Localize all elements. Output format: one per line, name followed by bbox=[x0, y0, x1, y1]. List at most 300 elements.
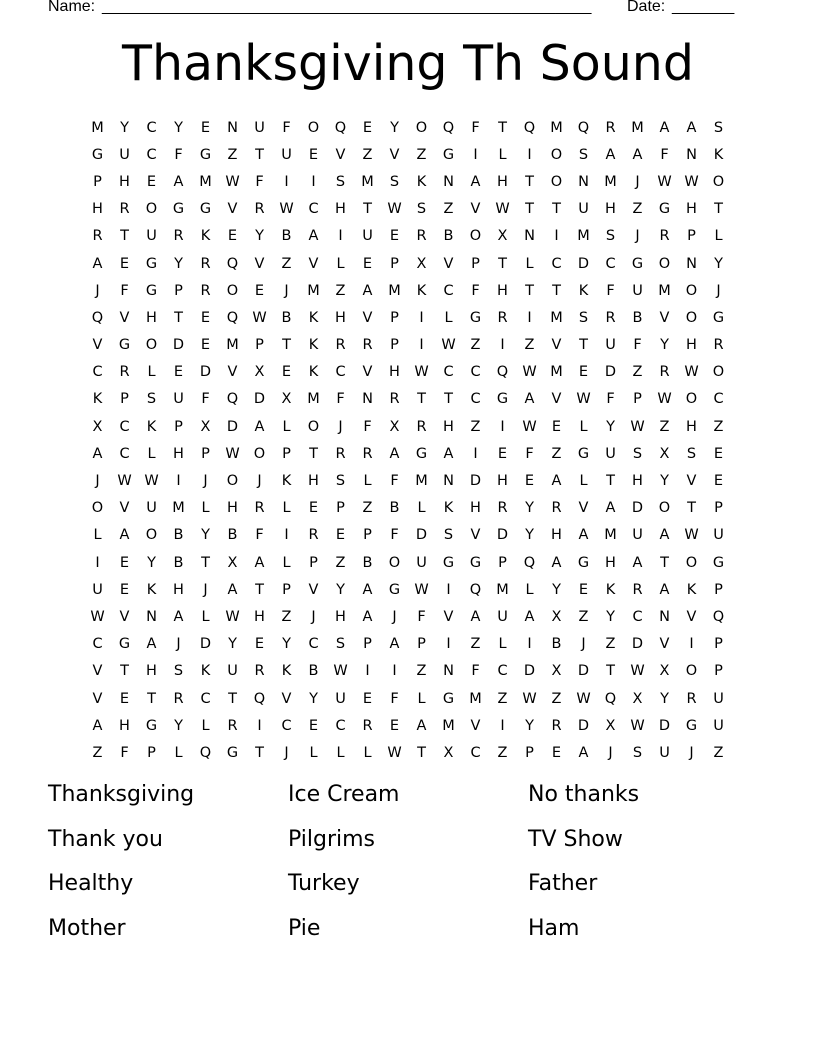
grid-letter[interactable]: K bbox=[578, 282, 589, 299]
grid-letter[interactable]: R bbox=[659, 364, 670, 381]
grid-letter[interactable]: U bbox=[713, 527, 724, 544]
grid-letter[interactable]: W bbox=[225, 608, 240, 625]
grid-letter[interactable]: J bbox=[635, 228, 640, 245]
grid-letter[interactable]: F bbox=[471, 282, 480, 299]
grid-letter[interactable]: F bbox=[471, 119, 480, 136]
grid-letter[interactable]: Q bbox=[469, 581, 482, 598]
grid-letter[interactable]: C bbox=[470, 391, 481, 408]
grid-letter[interactable]: P bbox=[417, 636, 426, 653]
grid-letter[interactable]: U bbox=[578, 201, 589, 218]
grid-letter[interactable]: N bbox=[443, 473, 454, 490]
grid-letter[interactable]: P bbox=[525, 744, 534, 761]
grid-letter[interactable]: Z bbox=[659, 418, 670, 435]
grid-letter[interactable]: K bbox=[200, 228, 211, 245]
grid-letter[interactable]: U bbox=[605, 445, 616, 462]
grid-letter[interactable]: V bbox=[551, 337, 562, 354]
grid-letter[interactable]: W bbox=[387, 744, 402, 761]
grid-letter[interactable]: C bbox=[92, 636, 103, 653]
grid-letter[interactable]: P bbox=[363, 636, 372, 653]
grid-letter[interactable]: T bbox=[552, 201, 561, 218]
grid-letter[interactable]: R bbox=[200, 255, 211, 272]
grid-letter[interactable]: C bbox=[551, 255, 562, 272]
grid-letter[interactable]: V bbox=[470, 527, 481, 544]
grid-letter[interactable]: E bbox=[200, 119, 211, 136]
grid-letter[interactable]: X bbox=[632, 690, 643, 707]
grid-letter[interactable]: S bbox=[632, 744, 643, 761]
grid-letter[interactable]: W bbox=[657, 391, 672, 408]
grid-letter[interactable]: H bbox=[497, 282, 508, 299]
grid-letter[interactable]: Y bbox=[201, 527, 210, 544]
grid-letter[interactable]: G bbox=[118, 337, 131, 354]
grid-letter[interactable]: C bbox=[605, 255, 616, 272]
grid-letter[interactable]: Y bbox=[606, 608, 615, 625]
grid-letter[interactable]: V bbox=[578, 500, 589, 517]
grid-letter[interactable]: F bbox=[390, 473, 399, 490]
grid-letter[interactable]: M bbox=[199, 173, 212, 190]
grid-letter[interactable]: V bbox=[659, 636, 670, 653]
grid-letter[interactable]: C bbox=[497, 663, 508, 680]
grid-letter[interactable]: G bbox=[469, 554, 482, 571]
grid-letter[interactable]: G bbox=[712, 554, 725, 571]
grid-letter[interactable]: L bbox=[174, 744, 183, 761]
grid-letter[interactable]: O bbox=[145, 337, 158, 354]
grid-letter[interactable]: S bbox=[713, 119, 724, 136]
grid-letter[interactable]: X bbox=[416, 255, 427, 272]
grid-letter[interactable]: T bbox=[498, 255, 507, 272]
grid-letter[interactable]: O bbox=[307, 418, 320, 435]
grid-letter[interactable]: Y bbox=[309, 690, 318, 707]
grid-letter[interactable]: R bbox=[497, 500, 508, 517]
grid-letter[interactable]: C bbox=[632, 608, 643, 625]
grid-letter[interactable]: V bbox=[308, 255, 319, 272]
grid-letter[interactable]: E bbox=[389, 717, 400, 734]
grid-letter[interactable]: J bbox=[635, 173, 640, 190]
grid-letter[interactable]: L bbox=[201, 608, 210, 625]
grid-letter[interactable]: R bbox=[254, 500, 265, 517]
grid-letter[interactable]: R bbox=[200, 282, 211, 299]
grid-letter[interactable]: R bbox=[362, 445, 373, 462]
grid-letter[interactable]: T bbox=[660, 554, 669, 571]
grid-letter[interactable]: Q bbox=[523, 554, 536, 571]
grid-letter[interactable]: A bbox=[92, 255, 103, 272]
grid-letter[interactable]: T bbox=[606, 473, 615, 490]
grid-letter[interactable]: H bbox=[497, 473, 508, 490]
grid-letter[interactable]: L bbox=[282, 418, 291, 435]
grid-letter[interactable]: L bbox=[93, 527, 102, 544]
grid-letter[interactable]: R bbox=[416, 228, 427, 245]
grid-letter[interactable]: L bbox=[417, 690, 426, 707]
grid-letter[interactable]: M bbox=[442, 717, 455, 734]
grid-letter[interactable]: L bbox=[309, 744, 318, 761]
grid-letter[interactable]: J bbox=[176, 636, 181, 653]
grid-letter[interactable]: I bbox=[446, 636, 451, 653]
grid-letter[interactable]: B bbox=[443, 228, 454, 245]
grid-letter[interactable]: S bbox=[146, 391, 157, 408]
grid-letter[interactable]: T bbox=[498, 119, 507, 136]
grid-letter[interactable]: H bbox=[389, 364, 400, 381]
grid-letter[interactable]: I bbox=[95, 554, 100, 571]
grid-letter[interactable]: U bbox=[713, 690, 724, 707]
grid-letter[interactable]: A bbox=[146, 636, 157, 653]
grid-letter[interactable]: I bbox=[338, 228, 343, 245]
grid-letter[interactable]: D bbox=[172, 337, 185, 354]
grid-letter[interactable]: Q bbox=[577, 119, 590, 136]
grid-letter[interactable]: Z bbox=[470, 636, 481, 653]
grid-letter[interactable]: A bbox=[389, 445, 400, 462]
grid-letter[interactable]: U bbox=[713, 717, 724, 734]
grid-letter[interactable]: V bbox=[659, 309, 670, 326]
grid-letter[interactable]: K bbox=[605, 581, 616, 598]
grid-letter[interactable]: O bbox=[145, 201, 158, 218]
grid-letter[interactable]: V bbox=[686, 473, 697, 490]
grid-letter[interactable]: Q bbox=[442, 119, 455, 136]
grid-letter[interactable]: H bbox=[497, 173, 508, 190]
grid-letter[interactable]: I bbox=[176, 473, 181, 490]
grid-letter[interactable]: H bbox=[686, 337, 697, 354]
grid-letter[interactable]: I bbox=[419, 309, 424, 326]
grid-letter[interactable]: F bbox=[417, 608, 426, 625]
grid-letter[interactable]: B bbox=[632, 309, 643, 326]
grid-letter[interactable]: T bbox=[525, 282, 534, 299]
grid-letter[interactable]: V bbox=[335, 146, 346, 163]
grid-letter[interactable]: O bbox=[685, 663, 698, 680]
grid-letter[interactable]: O bbox=[712, 364, 725, 381]
grid-letter[interactable]: Q bbox=[712, 608, 725, 625]
grid-letter[interactable]: D bbox=[658, 717, 671, 734]
grid-letter[interactable]: H bbox=[632, 473, 643, 490]
grid-letter[interactable]: A bbox=[470, 608, 481, 625]
grid-letter[interactable]: G bbox=[226, 744, 239, 761]
grid-letter[interactable]: D bbox=[604, 364, 617, 381]
grid-letter[interactable]: U bbox=[335, 690, 346, 707]
grid-letter[interactable]: U bbox=[227, 663, 238, 680]
grid-letter[interactable]: M bbox=[91, 119, 104, 136]
grid-letter[interactable]: P bbox=[714, 500, 723, 517]
grid-letter[interactable]: Z bbox=[416, 663, 427, 680]
grid-letter[interactable]: X bbox=[92, 418, 103, 435]
grid-letter[interactable]: I bbox=[473, 146, 478, 163]
grid-letter[interactable]: J bbox=[392, 608, 397, 625]
grid-letter[interactable]: P bbox=[174, 282, 183, 299]
grid-letter[interactable]: L bbox=[336, 744, 345, 761]
grid-letter[interactable]: C bbox=[146, 146, 157, 163]
grid-letter[interactable]: A bbox=[362, 282, 373, 299]
grid-letter[interactable]: A bbox=[254, 554, 265, 571]
grid-letter[interactable]: I bbox=[500, 418, 505, 435]
grid-letter[interactable]: C bbox=[119, 418, 130, 435]
grid-letter[interactable]: H bbox=[686, 201, 697, 218]
grid-letter[interactable]: G bbox=[442, 690, 455, 707]
grid-letter[interactable]: W bbox=[630, 717, 645, 734]
grid-letter[interactable]: I bbox=[527, 146, 532, 163]
grid-letter[interactable]: C bbox=[281, 717, 292, 734]
grid-letter[interactable]: F bbox=[282, 119, 291, 136]
grid-letter[interactable]: Y bbox=[660, 690, 669, 707]
grid-letter[interactable]: Y bbox=[525, 500, 534, 517]
grid-letter[interactable]: O bbox=[253, 445, 266, 462]
grid-letter[interactable]: H bbox=[335, 608, 346, 625]
grid-letter[interactable]: L bbox=[579, 473, 588, 490]
grid-letter[interactable]: K bbox=[308, 337, 319, 354]
grid-letter[interactable]: Y bbox=[336, 581, 345, 598]
grid-letter[interactable]: V bbox=[443, 255, 454, 272]
grid-letter[interactable]: K bbox=[200, 663, 211, 680]
grid-letter[interactable]: I bbox=[527, 309, 532, 326]
grid-letter[interactable]: M bbox=[361, 173, 374, 190]
grid-letter[interactable]: M bbox=[496, 581, 509, 598]
grid-letter[interactable]: O bbox=[226, 282, 239, 299]
grid-letter[interactable]: H bbox=[254, 608, 265, 625]
grid-letter[interactable]: S bbox=[686, 445, 697, 462]
grid-letter[interactable]: R bbox=[713, 337, 724, 354]
grid-letter[interactable]: Q bbox=[199, 744, 212, 761]
grid-letter[interactable]: Y bbox=[120, 119, 129, 136]
grid-letter[interactable]: P bbox=[120, 391, 129, 408]
grid-letter[interactable]: I bbox=[446, 581, 451, 598]
grid-letter[interactable]: R bbox=[632, 581, 643, 598]
grid-letter[interactable]: Y bbox=[282, 636, 291, 653]
grid-letter[interactable]: A bbox=[308, 228, 319, 245]
grid-letter[interactable]: Q bbox=[226, 255, 239, 272]
grid-letter[interactable]: L bbox=[498, 146, 507, 163]
grid-letter[interactable]: A bbox=[362, 581, 373, 598]
grid-letter[interactable]: F bbox=[606, 282, 615, 299]
grid-letter[interactable]: S bbox=[605, 228, 616, 245]
grid-letter[interactable]: V bbox=[308, 581, 319, 598]
grid-letter[interactable]: A bbox=[551, 554, 562, 571]
grid-letter[interactable]: D bbox=[577, 717, 590, 734]
grid-letter[interactable]: R bbox=[389, 391, 400, 408]
grid-letter[interactable]: H bbox=[605, 201, 616, 218]
grid-letter[interactable]: L bbox=[444, 309, 453, 326]
grid-letter[interactable]: M bbox=[604, 527, 617, 544]
grid-letter[interactable]: Z bbox=[281, 255, 292, 272]
grid-letter[interactable]: T bbox=[417, 391, 426, 408]
grid-letter[interactable]: P bbox=[147, 744, 156, 761]
grid-letter[interactable]: O bbox=[226, 473, 239, 490]
grid-letter[interactable]: B bbox=[308, 663, 319, 680]
grid-letter[interactable]: F bbox=[336, 391, 345, 408]
grid-letter[interactable]: H bbox=[551, 527, 562, 544]
grid-letter[interactable]: T bbox=[444, 391, 453, 408]
grid-letter[interactable]: W bbox=[522, 690, 537, 707]
grid-letter[interactable]: C bbox=[92, 364, 103, 381]
grid-letter[interactable]: U bbox=[173, 391, 184, 408]
grid-letter[interactable]: M bbox=[550, 364, 563, 381]
grid-letter[interactable]: Y bbox=[606, 418, 615, 435]
grid-letter[interactable]: X bbox=[659, 445, 670, 462]
grid-letter[interactable]: E bbox=[362, 255, 373, 272]
grid-letter[interactable]: G bbox=[145, 717, 158, 734]
grid-letter[interactable]: W bbox=[414, 364, 429, 381]
grid-letter[interactable]: E bbox=[281, 364, 292, 381]
grid-letter[interactable]: J bbox=[311, 608, 316, 625]
grid-letter[interactable]: Z bbox=[497, 690, 508, 707]
grid-letter[interactable]: J bbox=[581, 636, 586, 653]
grid-letter[interactable]: A bbox=[578, 527, 589, 544]
grid-letter[interactable]: A bbox=[119, 527, 130, 544]
grid-letter[interactable]: T bbox=[606, 663, 615, 680]
grid-letter[interactable]: Y bbox=[660, 337, 669, 354]
grid-letter[interactable]: I bbox=[257, 717, 262, 734]
grid-letter[interactable]: E bbox=[389, 228, 400, 245]
grid-letter[interactable]: U bbox=[119, 146, 130, 163]
grid-letter[interactable]: R bbox=[497, 309, 508, 326]
grid-letter[interactable]: U bbox=[92, 581, 103, 598]
grid-letter[interactable]: R bbox=[254, 663, 265, 680]
grid-letter[interactable]: W bbox=[252, 309, 267, 326]
grid-letter[interactable]: A bbox=[524, 608, 535, 625]
grid-letter[interactable]: P bbox=[498, 554, 507, 571]
grid-letter[interactable]: F bbox=[120, 282, 129, 299]
grid-letter[interactable]: G bbox=[442, 146, 455, 163]
grid-letter[interactable]: F bbox=[255, 527, 264, 544]
grid-letter[interactable]: E bbox=[713, 445, 724, 462]
grid-letter[interactable]: A bbox=[362, 608, 373, 625]
grid-letter[interactable]: X bbox=[254, 364, 265, 381]
grid-letter[interactable]: T bbox=[120, 228, 129, 245]
grid-letter[interactable]: T bbox=[255, 146, 264, 163]
grid-letter[interactable]: X bbox=[551, 663, 562, 680]
grid-letter[interactable]: E bbox=[335, 527, 346, 544]
grid-letter[interactable]: I bbox=[527, 636, 532, 653]
grid-letter[interactable]: A bbox=[605, 146, 616, 163]
grid-letter[interactable]: Z bbox=[92, 744, 103, 761]
grid-letter[interactable]: T bbox=[255, 581, 264, 598]
grid-letter[interactable]: Z bbox=[713, 744, 724, 761]
grid-letter[interactable]: J bbox=[284, 744, 289, 761]
grid-letter[interactable]: I bbox=[392, 663, 397, 680]
grid-letter[interactable]: B bbox=[281, 309, 292, 326]
grid-letter[interactable]: A bbox=[92, 445, 103, 462]
grid-letter[interactable]: V bbox=[362, 364, 373, 381]
grid-letter[interactable]: M bbox=[307, 282, 320, 299]
grid-letter[interactable]: T bbox=[282, 337, 291, 354]
grid-letter[interactable]: Z bbox=[335, 554, 346, 571]
grid-letter[interactable]: B bbox=[362, 554, 373, 571]
grid-letter[interactable]: M bbox=[604, 173, 617, 190]
grid-letter[interactable]: L bbox=[336, 255, 345, 272]
grid-letter[interactable]: N bbox=[227, 119, 238, 136]
grid-letter[interactable]: M bbox=[388, 282, 401, 299]
grid-letter[interactable]: G bbox=[199, 201, 212, 218]
grid-letter[interactable]: U bbox=[362, 228, 373, 245]
grid-letter[interactable]: V bbox=[119, 608, 130, 625]
grid-letter[interactable]: P bbox=[93, 173, 102, 190]
grid-letter[interactable]: T bbox=[255, 744, 264, 761]
grid-letter[interactable]: F bbox=[120, 744, 129, 761]
grid-letter[interactable]: K bbox=[308, 364, 319, 381]
grid-letter[interactable]: T bbox=[174, 309, 183, 326]
grid-letter[interactable]: U bbox=[146, 500, 157, 517]
grid-letter[interactable]: L bbox=[282, 554, 291, 571]
grid-letter[interactable]: H bbox=[146, 309, 157, 326]
grid-letter[interactable]: C bbox=[308, 201, 319, 218]
grid-letter[interactable]: K bbox=[146, 418, 157, 435]
grid-letter[interactable]: K bbox=[686, 581, 697, 598]
grid-letter[interactable]: V bbox=[92, 663, 103, 680]
grid-letter[interactable]: J bbox=[689, 744, 694, 761]
grid-letter[interactable]: L bbox=[363, 744, 372, 761]
grid-letter[interactable]: H bbox=[119, 717, 130, 734]
grid-letter[interactable]: W bbox=[630, 418, 645, 435]
grid-letter[interactable]: Y bbox=[255, 228, 264, 245]
grid-letter[interactable]: W bbox=[387, 201, 402, 218]
grid-letter[interactable]: O bbox=[469, 228, 482, 245]
grid-letter[interactable]: A bbox=[551, 473, 562, 490]
grid-letter[interactable]: E bbox=[551, 418, 562, 435]
grid-letter[interactable]: W bbox=[630, 663, 645, 680]
grid-letter[interactable]: C bbox=[335, 717, 346, 734]
grid-letter[interactable]: N bbox=[578, 173, 589, 190]
grid-letter[interactable]: V bbox=[470, 717, 481, 734]
grid-letter[interactable]: R bbox=[362, 717, 373, 734]
grid-letter[interactable]: C bbox=[443, 282, 454, 299]
grid-letter[interactable]: O bbox=[658, 255, 671, 272]
grid-letter[interactable]: T bbox=[201, 554, 210, 571]
grid-letter[interactable]: E bbox=[146, 173, 157, 190]
grid-letter[interactable]: R bbox=[605, 309, 616, 326]
grid-letter[interactable]: Y bbox=[525, 717, 534, 734]
grid-letter[interactable]: Q bbox=[253, 690, 266, 707]
grid-letter[interactable]: W bbox=[522, 418, 537, 435]
grid-letter[interactable]: S bbox=[389, 173, 400, 190]
grid-letter[interactable]: P bbox=[390, 337, 399, 354]
grid-letter[interactable]: J bbox=[608, 744, 613, 761]
grid-letter[interactable]: Y bbox=[714, 255, 723, 272]
grid-letter[interactable]: S bbox=[632, 445, 643, 462]
grid-letter[interactable]: M bbox=[577, 228, 590, 245]
grid-letter[interactable]: J bbox=[95, 282, 100, 299]
grid-letter[interactable]: M bbox=[631, 119, 644, 136]
grid-letter[interactable]: G bbox=[685, 717, 698, 734]
grid-letter[interactable]: A bbox=[632, 146, 643, 163]
grid-letter[interactable]: O bbox=[685, 282, 698, 299]
grid-letter[interactable]: T bbox=[714, 201, 723, 218]
grid-letter[interactable]: X bbox=[659, 663, 670, 680]
grid-letter[interactable]: G bbox=[577, 445, 590, 462]
grid-letter[interactable]: Y bbox=[525, 527, 534, 544]
grid-letter[interactable]: Y bbox=[174, 717, 183, 734]
grid-letter[interactable]: M bbox=[415, 473, 428, 490]
grid-letter[interactable]: F bbox=[606, 391, 615, 408]
grid-letter[interactable]: R bbox=[119, 364, 130, 381]
grid-letter[interactable]: F bbox=[363, 418, 372, 435]
grid-letter[interactable]: O bbox=[658, 500, 671, 517]
grid-letter[interactable]: W bbox=[225, 173, 240, 190]
grid-letter[interactable]: A bbox=[659, 527, 670, 544]
grid-letter[interactable]: Q bbox=[496, 364, 509, 381]
grid-letter[interactable]: A bbox=[605, 500, 616, 517]
grid-letter[interactable]: R bbox=[335, 337, 346, 354]
grid-letter[interactable]: Y bbox=[660, 473, 669, 490]
grid-letter[interactable]: E bbox=[308, 146, 319, 163]
grid-letter[interactable]: U bbox=[146, 228, 157, 245]
grid-letter[interactable]: Z bbox=[632, 201, 643, 218]
grid-letter[interactable]: I bbox=[689, 636, 694, 653]
grid-letter[interactable]: I bbox=[473, 445, 478, 462]
grid-letter[interactable]: X bbox=[443, 744, 454, 761]
grid-letter[interactable]: L bbox=[525, 255, 534, 272]
grid-letter[interactable]: O bbox=[388, 554, 401, 571]
grid-letter[interactable]: C bbox=[146, 119, 157, 136]
grid-letter[interactable]: V bbox=[389, 146, 400, 163]
grid-letter[interactable]: L bbox=[201, 717, 210, 734]
grid-letter[interactable]: I bbox=[284, 173, 289, 190]
grid-letter[interactable]: T bbox=[417, 744, 426, 761]
grid-letter[interactable]: P bbox=[390, 309, 399, 326]
grid-letter[interactable]: Q bbox=[604, 690, 617, 707]
